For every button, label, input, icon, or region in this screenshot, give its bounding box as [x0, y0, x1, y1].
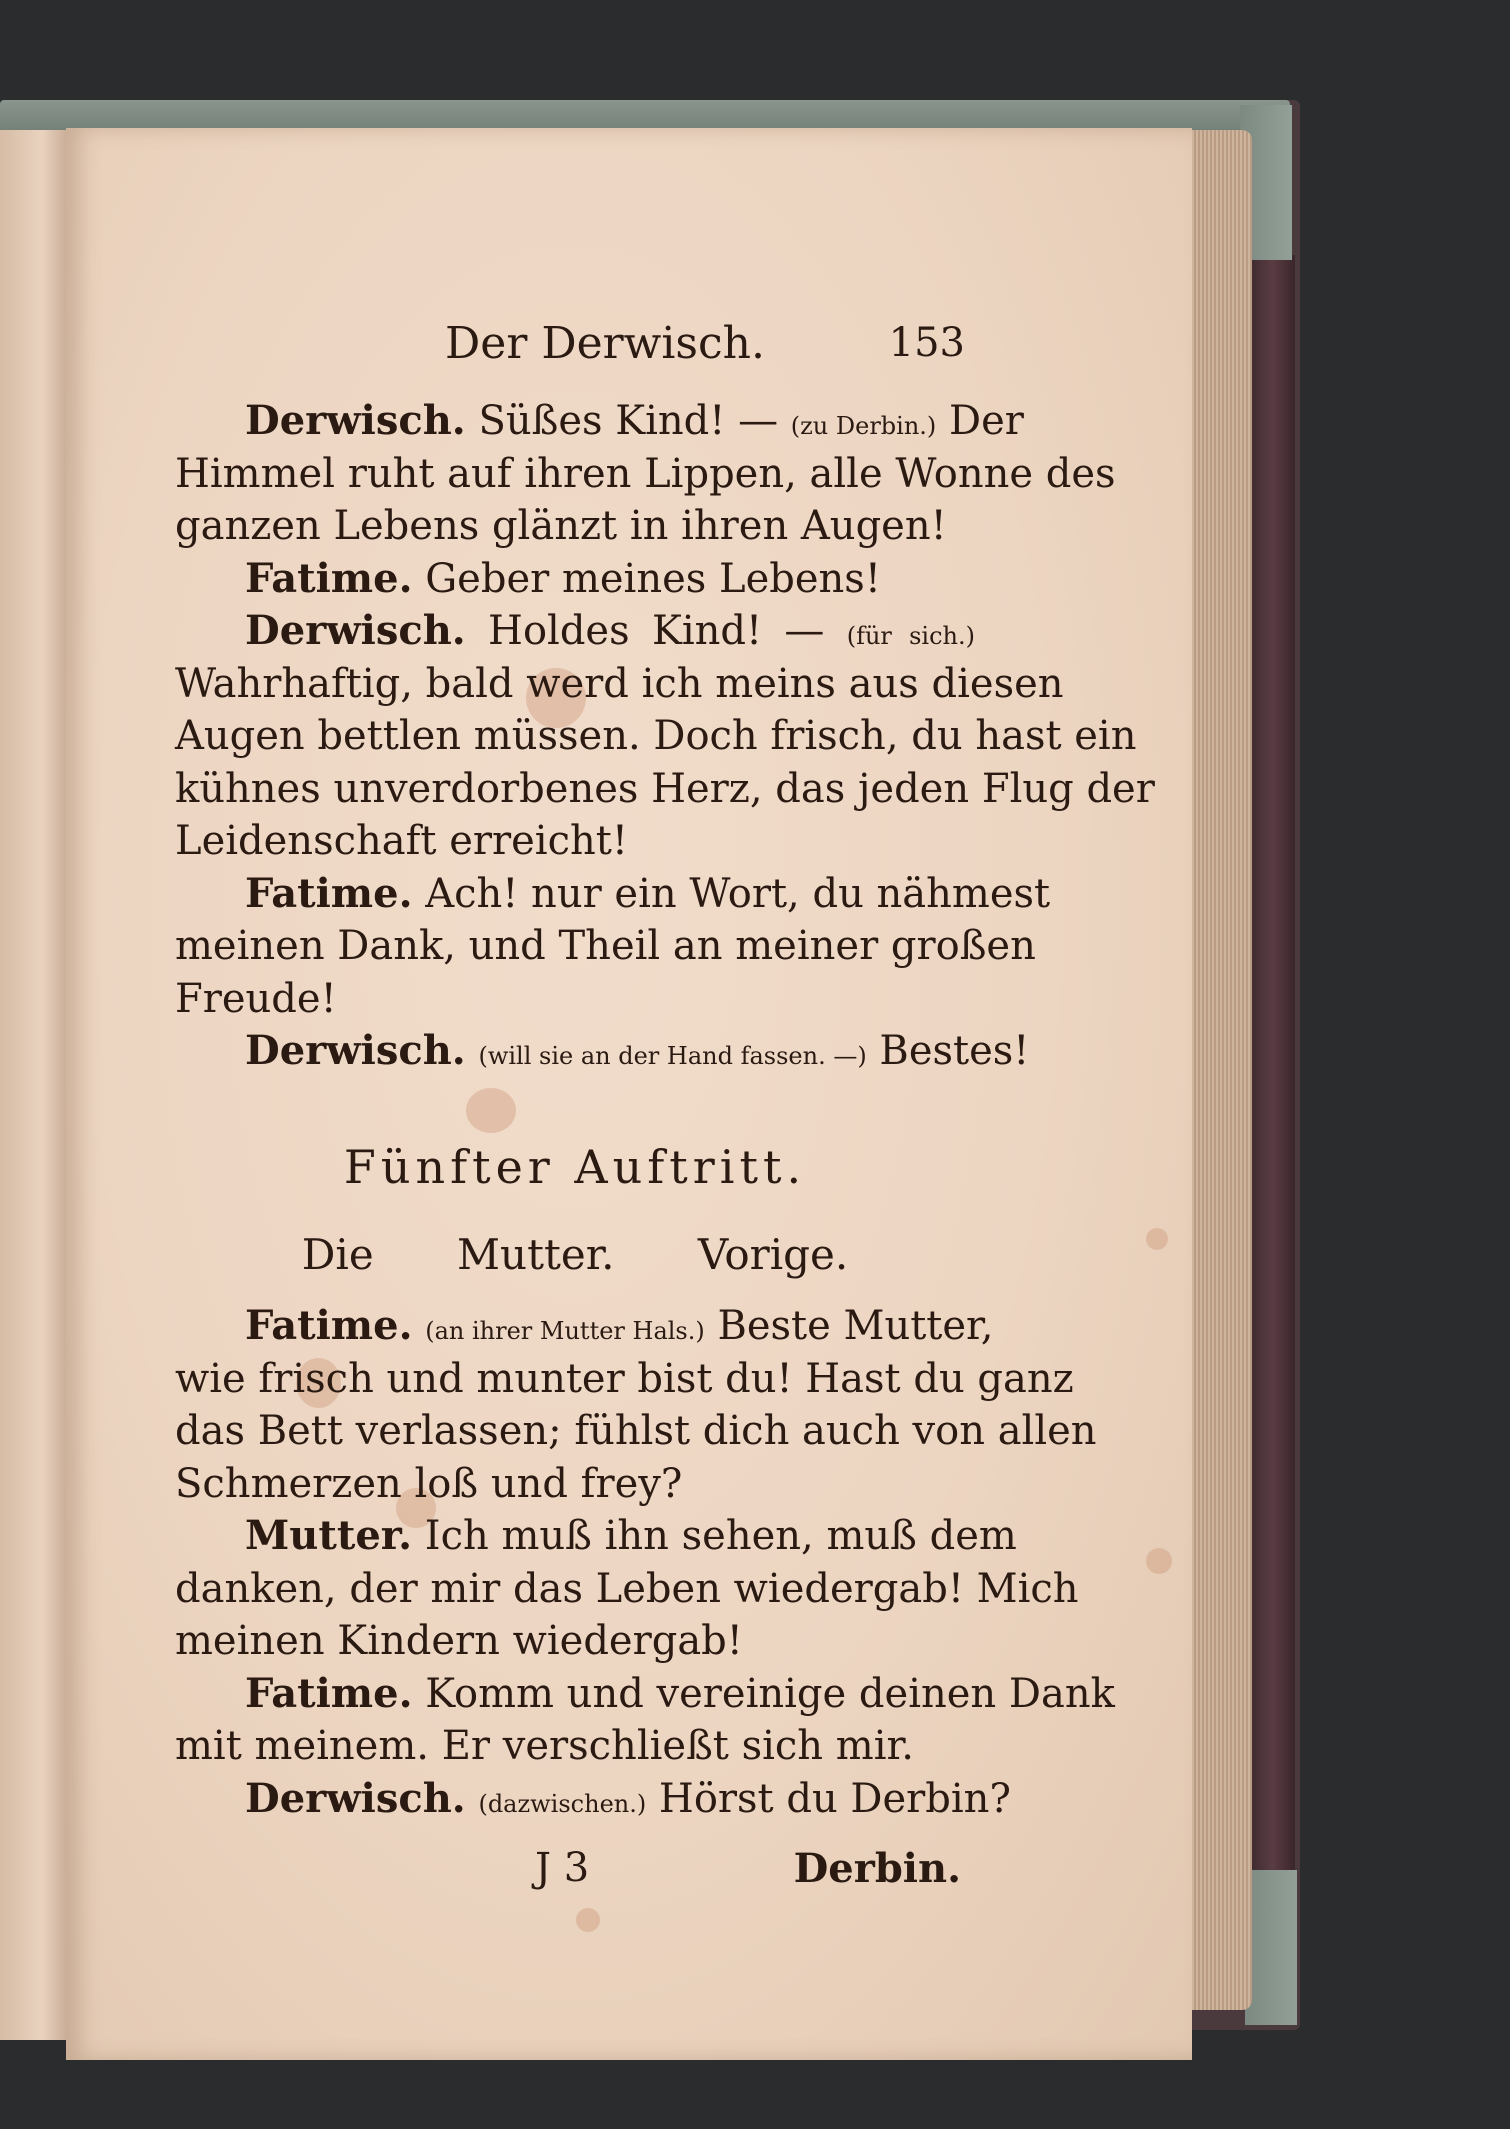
- text-line: Himmel ruht auf ihren Lippen, alle Wonne des: [175, 450, 1116, 497]
- text-line: wie frisch und munter bist du! Hast du ganz: [175, 1355, 1074, 1402]
- text-line: [175, 605, 975, 658]
- foxing-stain: [466, 1088, 516, 1133]
- dialogue-block-2: [175, 1300, 1115, 1825]
- text-line: meinen Kindern wiedergab!: [175, 1618, 743, 1664]
- speaker-name: Fatime.: [245, 1669, 413, 1717]
- text-line: [175, 1300, 994, 1353]
- stage-direction: (will sie an der Hand fassen. —): [478, 1042, 867, 1070]
- stage-direction: (für sich.): [846, 622, 975, 650]
- dialogue-text: [466, 1776, 479, 1822]
- dialogue-text: Süßes Kind! —: [465, 398, 791, 444]
- running-title: Der Derwisch.: [445, 318, 765, 369]
- speaker-name: Fatime.: [245, 869, 413, 917]
- page-number: 153: [888, 320, 965, 366]
- speaker-name: Fatime.: [245, 1302, 413, 1349]
- text-line: Wahrhaftig, bald werd ich meins aus diesen: [175, 660, 1064, 707]
- text-line: Freude!: [175, 975, 337, 1022]
- speaker-name: Fatime.: [245, 554, 413, 602]
- dialogue-text: Beste Mutter,: [704, 1303, 994, 1349]
- dialogue-text: [466, 1028, 479, 1074]
- catchword: Derbin.: [793, 1845, 961, 1892]
- stage-direction: (zu Derbin.): [790, 412, 937, 440]
- dialogue-text: Komm und vereinige deinen Dank: [412, 1670, 1115, 1717]
- dialogue-text: [413, 1303, 426, 1349]
- dialogue-text: Hörst du Derbin?: [646, 1775, 1011, 1822]
- text-line: ganzen Lebens glänzt in ihren Augen!: [175, 503, 947, 549]
- text-line: meinen Dank, und Theil an meiner großen: [175, 923, 1036, 969]
- dialogue-text: Geber meines Lebens!: [412, 555, 881, 602]
- stage-direction: (an ihrer Mutter Hals.): [425, 1317, 705, 1345]
- dialogue-text: Der: [936, 398, 1024, 444]
- dialogue-text: Ich muß ihn sehen, muß dem: [412, 1513, 1017, 1559]
- cloth-corner-bottom: [1245, 1870, 1297, 2025]
- text-line: Leidenschaft erreicht!: [175, 818, 628, 864]
- speaker-name: Mutter.: [245, 1512, 413, 1559]
- foxing-stain: [576, 1908, 600, 1932]
- dialogue-text: Bestes!: [866, 1028, 1030, 1074]
- text-line: [175, 1773, 1011, 1826]
- speaker-name: Derwisch.: [245, 607, 466, 654]
- text-line: [175, 395, 1024, 448]
- text-line: mit meinem. Er verschließt sich mir.: [175, 1723, 914, 1769]
- text-line: kühnes unverdorbenes Herz, das jeden Flug der: [175, 765, 1155, 812]
- dialogue-text: Holdes Kind! —: [465, 608, 847, 654]
- text-line: [175, 1668, 1115, 1721]
- text-line: [175, 1510, 1017, 1563]
- board-edge: [1250, 255, 1295, 1875]
- foxing-stain: [1146, 1228, 1168, 1250]
- cast-list: Die Mutter. Vorige.: [301, 1230, 849, 1279]
- text-line: danken, der mir das Leben wiedergab! Mich: [175, 1565, 1079, 1612]
- text-line: das Bett verlassen; fühlst dich auch von allen: [175, 1408, 1097, 1454]
- page-header: [175, 318, 975, 378]
- speaker-name: Derwisch.: [245, 1774, 466, 1822]
- text-line: [175, 868, 1051, 921]
- speaker-name: Derwisch.: [245, 397, 466, 444]
- dialogue-block-1: [175, 395, 1155, 1078]
- text-line: Augen bettlen müssen. Doch frisch, du hast ein: [175, 713, 1137, 759]
- left-page-edge: [0, 130, 70, 2040]
- stage-direction: (dazwischen.): [478, 1789, 647, 1818]
- foxing-stain: [1146, 1548, 1172, 1574]
- dialogue-text: Ach! nur ein Wort, du nähmest: [412, 870, 1051, 917]
- text-line: Schmerzen loß und frey?: [175, 1460, 683, 1507]
- page-footer: [175, 1845, 975, 1895]
- text-line: [175, 553, 975, 606]
- speaker-name: Derwisch.: [245, 1027, 466, 1074]
- scene-heading: Fünfter Auftritt.: [343, 1140, 807, 1194]
- text-line: [175, 1025, 1030, 1078]
- signature-mark: J 3: [535, 1845, 590, 1891]
